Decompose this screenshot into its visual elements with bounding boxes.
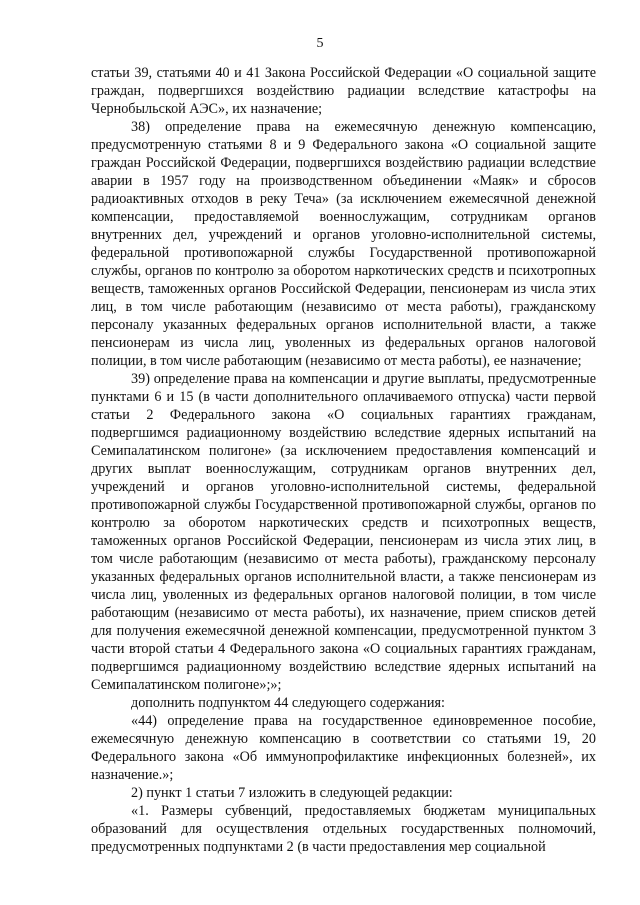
paragraph: дополнить подпунктом 44 следующего содержания: — [131, 695, 445, 711]
paragraph: «1. Размеры субвенций, предоставляемых бюджетам муниципальных образований для осуществления отдельных государственных полномочий, предусмотренных подпунктами 2 (в части предоставления мер социальной — [91, 803, 596, 855]
paragraph: статьи 39, статьями 40 и 41 Закона Российской Федерации «О социальной защите граждан, подвергшихся воздействию радиации вследствие катастрофы на Чернобыльской АЭС», их назначение; — [91, 65, 596, 117]
page-number: 5 — [316, 36, 324, 51]
paragraph: 38) определение права на ежемесячную денежную компенсацию, предусмотренную статьями 8 и 9 Федерального закона «О социальной защите граждан Российской Федерации, подвергшихся воздействию радиации вследствие аварии в 1957 году на производственном объединении «Маяк» и сбросов радиоактивных отходов в реку Теча» (за исключением ежемесячной денежной компенсации, предоставляемой военнослужащим, сотрудникам органов внутренних дел, учреждений и органов уголовно-исполнительной системы, федеральной противопожарной службы Государственной противопожарной службы, органов по контролю за оборотом наркотических средств и психотропных веществ, таможенных органов Российской Федерации, пенсионерам из числа этих лиц, в том числе работающим (независимо от места работы), гражданскому персоналу указанных федеральных органов исполнительной власти, а также пенсионерам из числа лиц, уволенных из федеральных органов налоговой полиции, в том числе работающим (независимо от места работы), ее назначение; — [91, 119, 596, 369]
document-body — [91, 64, 596, 856]
paragraph: 2) пункт 1 статьи 7 изложить в следующей редакции: — [131, 785, 453, 801]
paragraph: «44) определение права на государственное единовременное пособие, ежемесячную денежную компенсацию в соответствии со статьями 19, 20 Федерального закона «Об иммунопрофилактике инфекционных болезней», их назначение.»; — [91, 713, 596, 783]
paragraph: 39) определение права на компенсации и другие выплаты, предусмотренные пунктами 6 и 15 (в части дополнительного оплачиваемого отпуска) части первой статьи 2 Федерального закона «О социальных гарантиях гражданам, подвергшимся радиационному воздействию вследствие ядерных испытаний на Семипалатинском полигоне» (за исключением предоставления компенсаций и других выплат военнослужащим, сотрудникам органов внутренних дел, учреждений и органов уголовно-исполнительной системы, федеральной противопожарной службы Государственной противопожарной службы, органов по контролю за оборотом наркотических средств и психотропных веществ, таможенных органов Российской Федерации, пенсионерам из числа этих лиц, в том числе работающим (независимо от места работы), гражданскому персоналу указанных федеральных органов исполнительной власти, а также пенсионерам из числа лиц, уволенных из федеральных органов налоговой полиции, в том числе работающим (независимо от места работы), их назначение, прием списков детей для получения ежемесячной денежной компенсации, предусмотренной пунктом 3 части второй статьи 4 Федерального закона «О социальных гарантиях гражданам, подвергшимся радиационному воздействию вследствие ядерных испытаний на Семипалатинском полигоне»;»; — [91, 371, 596, 693]
